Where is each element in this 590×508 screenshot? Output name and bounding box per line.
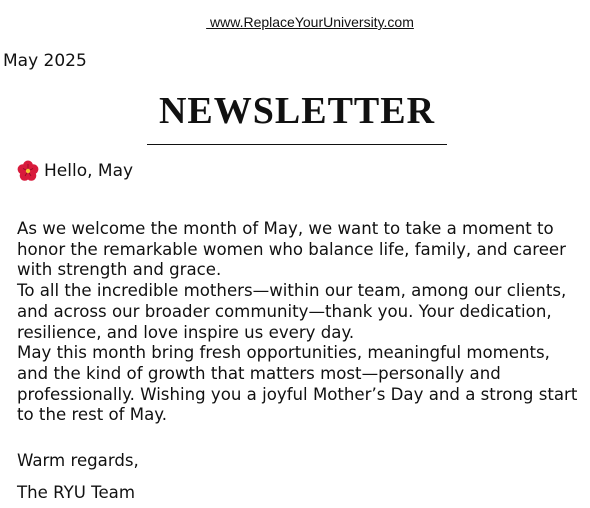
signoff: Warm regards, — [17, 451, 139, 470]
greeting-text: Hello, May — [44, 161, 134, 181]
greeting-line — [17, 160, 133, 182]
body-paragraph: To all the incredible mothers—within our team, among our clients, and across our broader community—thank you. Your dedication, resilience, and love inspire us every day. — [17, 281, 567, 342]
body-paragraph: May this month bring fresh opportunities, meaningful moments, and the kind of growth that matters most—personally and professionally. Wishing you a joyful Mother’s Day and a strong start to the rest of May. — [17, 343, 578, 425]
newsletter-title: NEWSLETTER — [158, 90, 436, 132]
issue-date: May 2025 — [3, 51, 87, 71]
hibiscus-icon — [17, 160, 39, 182]
body-paragraph: As we welcome the month of May, we want to take a moment to honor the remarkable women who balance life, family, and career with strength and grace. — [17, 219, 566, 280]
signature: The RYU Team — [17, 483, 136, 502]
title-divider — [147, 144, 447, 145]
newsletter-body — [17, 219, 585, 426]
website-link[interactable]: www.ReplaceYourUniversity.com — [206, 14, 414, 30]
